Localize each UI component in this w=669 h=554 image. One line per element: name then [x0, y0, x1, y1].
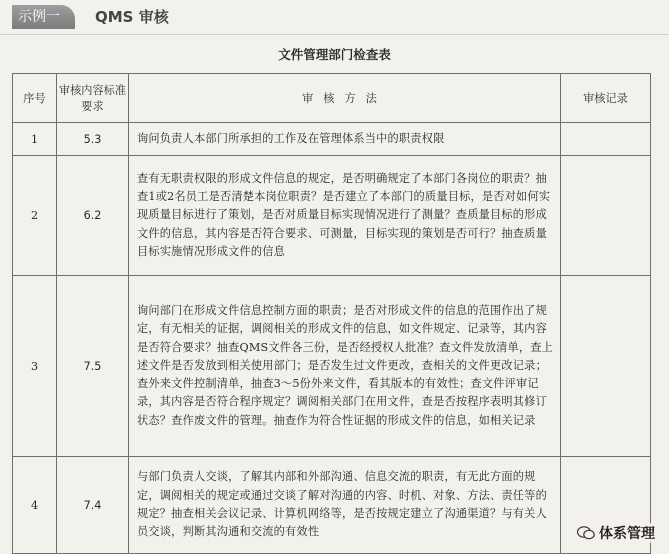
table-title: 文件管理部门检查表 [278, 47, 391, 62]
row-method: 询问负责人本部门所承担的工作及在管理体系当中的职责权限 [129, 123, 561, 156]
row-seq: 1 [13, 123, 57, 156]
column-header-seq: 序号 [13, 74, 57, 123]
row-method: 查有无职责权限的形成文件信息的规定，是否明确规定了本部门各岗位的职责？抽查1或2名员工是否清楚本岗位职责？是否建立了本部门的质量目标，是否对如何实现质量目标进行了策划，是否对质量目标实现情况进行了测量？查质量目标的形成文件的信息，其内容是否符合要求、可测量，目标实现的策划是否可行？抽查质量目标实施情况形成文件的信息 [129, 156, 561, 276]
row-standard: 5.3 [57, 123, 129, 156]
row-seq: 4 [13, 457, 57, 554]
row-seq: 3 [13, 276, 57, 457]
page-header [0, 0, 669, 35]
watermark-text: 体系管理 [599, 526, 655, 542]
row-standard: 7.5 [57, 276, 129, 457]
table-header-row [13, 74, 651, 123]
row-method: 与部门负责人交谈，了解其内部和外部沟通、信息交流的职责，有无此方面的规定，调阅相关的规定或通过交谈了解对沟通的内容、时机、对象、方法、责任等的规定？抽查相关会议记录、计算机网络等，是否按规定建立了沟通渠道？与有关人员交谈，判断其沟通和交流的有效性 [129, 457, 561, 554]
table-row [13, 276, 651, 457]
column-header-method: 审核方法 [129, 74, 561, 123]
row-record [561, 123, 651, 156]
header-title: QMS 审核 [95, 8, 169, 26]
column-header-record: 审核记录 [561, 74, 651, 123]
row-standard: 7.4 [57, 457, 129, 554]
row-record [561, 276, 651, 457]
column-header-standard: 审核内容标准要求 [57, 74, 129, 123]
watermark [577, 523, 655, 543]
example-tag: 示例一 [12, 5, 75, 29]
table-row [13, 457, 651, 554]
wechat-icon [577, 526, 595, 540]
row-standard: 6.2 [57, 156, 129, 276]
table-row [13, 156, 651, 276]
row-method: 询问部门在形成文件信息控制方面的职责；是否对形成文件的信息的范围作出了规定，有无相关的证据，调阅相关的形成文件的信息，如文件规定、记录等，其内容是否符合要求？抽查QMS文件各三份，是否经授权人批准？查文件发放清单，查上述文件是否发放到相关使用部门；是否发生过文件更改，查相关的文件更改记录；查外来文件控制清单，抽查3～5份外来文件，看其版本的有效性；查文件评审记录，其内容是否符合程序规定？调阅相关部门在用文件，查是否按程序表明其修订状态？查作废文件的管理。抽查作为符合性证据的形成文件的信息，如相关记录 [129, 276, 561, 457]
table-row [13, 123, 651, 156]
row-seq: 2 [13, 156, 57, 276]
checklist-table [12, 73, 651, 554]
row-record [561, 156, 651, 276]
